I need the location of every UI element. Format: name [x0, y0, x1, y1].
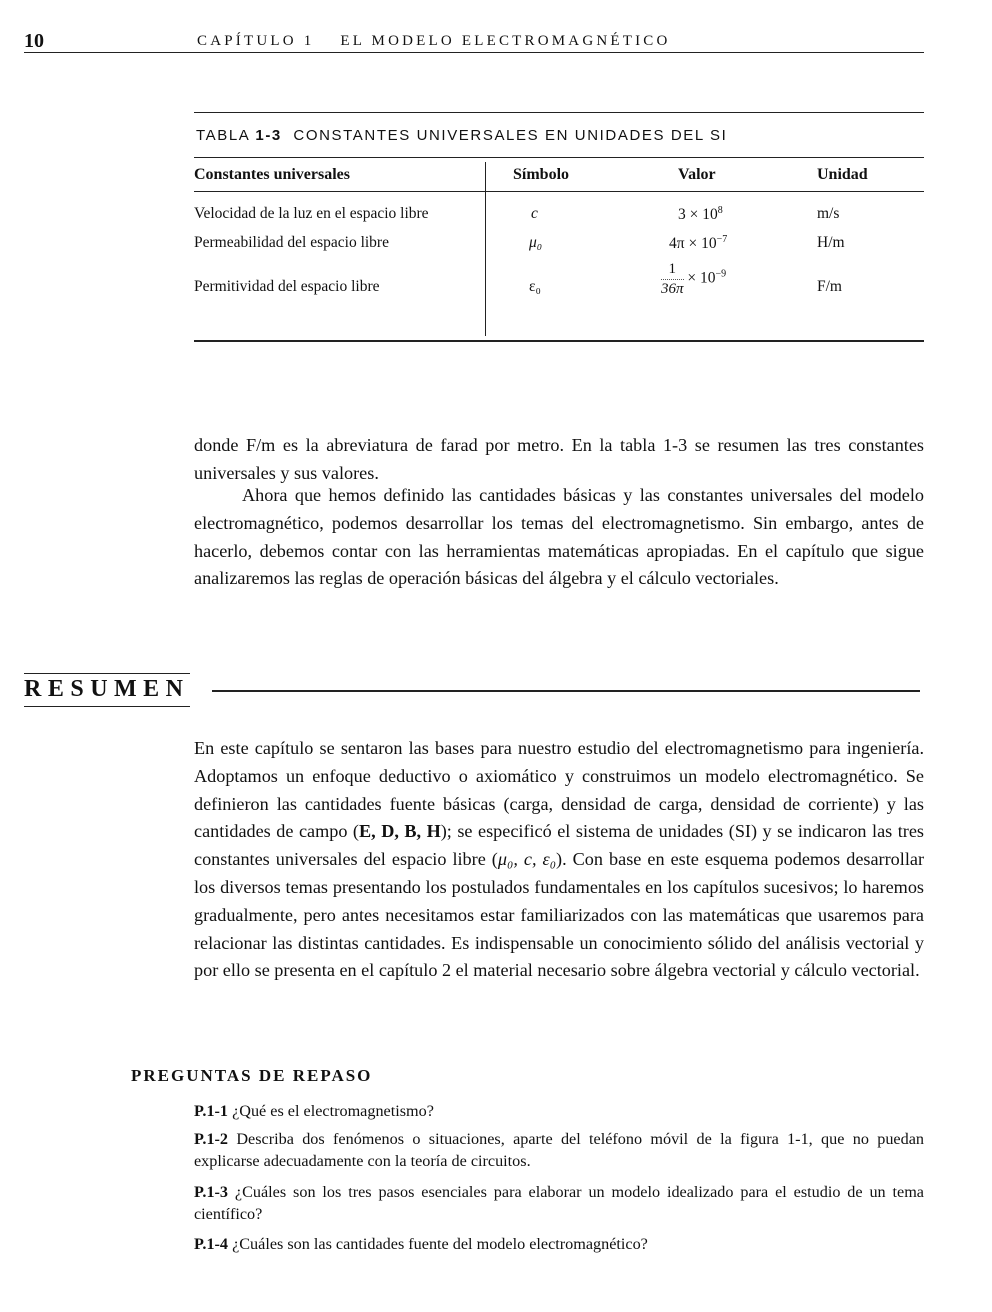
question-item — [194, 1128, 924, 1172]
question-item — [194, 1181, 924, 1225]
table-cell-constant: Velocidad de la luz en el espacio libre — [194, 205, 429, 222]
value-base: × 10 — [687, 269, 716, 287]
table-caption-text: CONSTANTES UNIVERSALES EN UNIDADES DEL SI — [293, 127, 728, 144]
body-paragraph — [194, 482, 924, 593]
column-header: Valor — [678, 166, 716, 183]
header-rule — [24, 52, 924, 53]
column-header: Unidad — [817, 166, 868, 183]
question-number: P.1-2 — [194, 1130, 229, 1148]
column-header: Constantes universales — [194, 166, 351, 183]
question-text: ¿Cuáles son los tres pasos esenciales para elaborar un modelo idealizado para el estudio de un tema científico? — [194, 1183, 924, 1223]
value-base: 4π × 10 — [669, 235, 717, 252]
value-exponent: −9 — [715, 268, 727, 280]
table-cell-constant: Permitividad del espacio libre — [194, 278, 380, 295]
question-number: P.1-4 — [194, 1235, 229, 1253]
section-heading-bottom-rule — [24, 706, 190, 707]
field-quantities: E, D, B, H — [359, 821, 441, 842]
question-item — [194, 1233, 924, 1255]
universal-constants: μ₀, c, ε₀ — [497, 849, 557, 870]
page-number: 10 — [24, 30, 44, 52]
table-caption-prefix: TABLA — [196, 127, 250, 144]
value-exponent: −7 — [716, 234, 728, 245]
table-caption-number: 1-3 — [255, 127, 282, 144]
table-header-bottom-rule — [194, 191, 924, 192]
section-heading-top-rule — [24, 673, 190, 674]
question-item — [194, 1100, 924, 1122]
table-top-rule — [194, 112, 924, 113]
value-fraction — [661, 261, 684, 297]
summary-text: ). Con base en este esquema podemos desarrollar los diversos temas presentando los postulados fundamentales en los capítulos sucesivos; lo haremos gradualmente, pero antes necesitamos estar familiarizados con las matemáticas que usaremos para relacionar las distintas cantidades. Es indispensable un conocimiento sólido del análisis vectorial y por ello se presenta en el capítulo 2 el material necesario sobre álgebra vectorial y cálculo vectorial. — [194, 849, 924, 981]
paragraph-text: Ahora que hemos definido las cantidades básicas y las constantes universales del modelo electromagnético, podemos desarrollar los temas del electromagnetismo. Sin embargo, antes de hacerlo, debemos contar con las herramientas matemáticas apropiadas. En el capítulo que sigue analizaremos las reglas de operación básicas del álgebra y el cálculo vectoriales. — [194, 485, 924, 589]
question-number: P.1-3 — [194, 1183, 229, 1201]
table-caption — [196, 127, 727, 144]
running-head — [197, 33, 671, 50]
chapter-title: EL MODELO ELECTROMAGNÉTICO — [340, 33, 671, 49]
table-bottom-rule — [194, 340, 924, 342]
value-exponent: 8 — [717, 205, 723, 216]
section-heading-line — [212, 690, 920, 692]
column-header: Símbolo — [513, 166, 570, 183]
summary-text: ); se especificó el sistema de unidades (SI) y se indicaron las tres constantes universales del espacio libre ( — [194, 821, 924, 870]
table-cell-unit: F/m — [817, 278, 842, 295]
summary-paragraph — [194, 735, 924, 985]
table-cell-unit: m/s — [817, 205, 840, 222]
table-cell-constant: Permeabilidad del espacio libre — [194, 234, 389, 251]
summary-text: En este capítulo se sentaron las bases para nuestro estudio del electromagnetismo para ingeniería. Adoptamos un enfoque deductivo o axiomático y construimos un modelo electromagnético. Se definieron las cantidades fuente básicas (carga, densidad de carga, densidad de corriente) y las cantidades de campo ( — [194, 738, 924, 842]
question-text: ¿Qué es el electromagnetismo? — [232, 1102, 434, 1120]
fraction-numerator: 1 — [668, 261, 676, 277]
question-text: ¿Cuáles son las cantidades fuente del modelo electromagnético? — [232, 1235, 648, 1253]
body-paragraph: donde F/m es la abreviatura de farad por metro. En la tabla 1-3 se resumen las tres constantes universales y sus valores. — [194, 435, 924, 483]
question-text: Describa dos fenómenos o situaciones, aparte del teléfono móvil de la figura 1-1, que no puedan explicarse adecuadamente con la teoría de circuitos. — [194, 1130, 924, 1170]
table-cell-unit: H/m — [817, 234, 845, 251]
questions-heading: PREGUNTAS DE REPASO — [131, 1066, 373, 1085]
chapter-label: CAPÍTULO 1 — [197, 33, 315, 49]
table-cell-value — [669, 234, 727, 253]
table-header-top-rule — [194, 157, 924, 158]
fraction-denominator: 36π — [661, 280, 684, 297]
table-cell-symbol: ε₀ — [529, 278, 541, 295]
table-cell-value — [678, 205, 723, 224]
table-cell-symbol: c — [531, 205, 538, 222]
question-number: P.1-1 — [194, 1102, 229, 1120]
table-column-divider — [485, 162, 486, 336]
table-cell-value — [661, 261, 726, 297]
value-base: 3 × 10 — [678, 206, 718, 223]
table-cell-symbol: μ₀ — [529, 234, 543, 251]
section-heading: RESUMEN — [24, 676, 190, 702]
fraction-bar — [661, 279, 684, 280]
